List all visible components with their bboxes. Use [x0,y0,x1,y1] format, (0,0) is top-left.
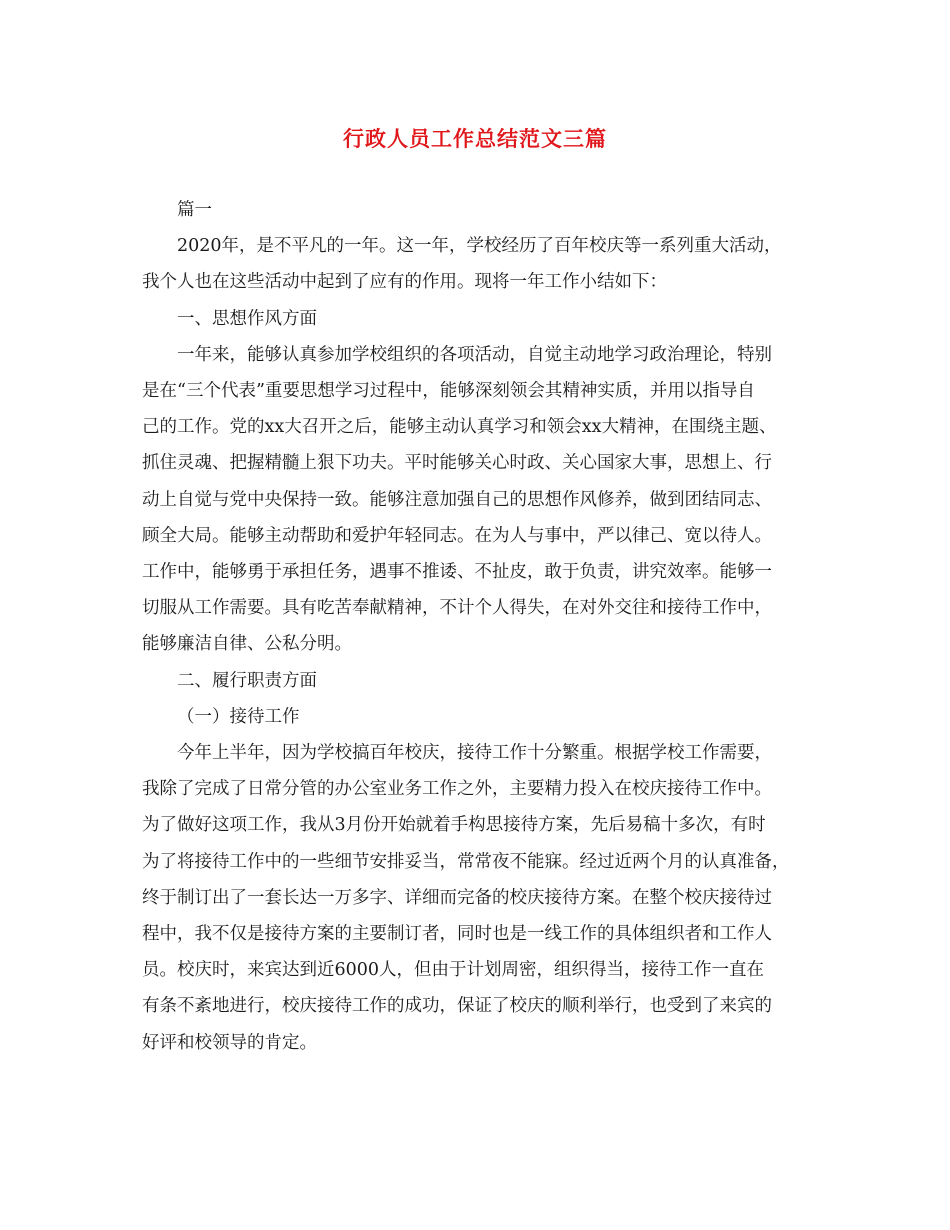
document-body [142,192,822,1061]
paragraph-thought-style [142,337,822,663]
heading-text: 二、履行职责方面 [177,670,317,691]
subheading-reception [142,699,822,735]
section-label-text: 篇一 [177,200,212,220]
paragraph-line: 我个人也在这些活动中起到了应有的作用。现将一年工作小结如下： [142,272,667,293]
heading-duties [142,663,822,699]
paragraph-line: 动上自觉与党中央保持一致。能够注意加强自己的思想作风修养，做到团结同志、 [142,489,772,510]
document-title: 行政人员工作总结范文三篇 [343,126,607,151]
paragraph-line: 能够廉洁自律、公私分明。 [142,634,352,655]
paragraph-reception [142,735,822,1061]
paragraph-line: 抓住灵魂、把握精髓上狠下功夫。平时能够关心时政、关心国家大事，思想上、行 [142,453,772,474]
paragraph-line: 顾全大局。能够主动帮助和爱护年轻同志。在为人与事中，严以律己、宽以待人。 [142,525,772,546]
paragraph-line: 员。校庆时，来宾达到近6000人，但由于计划周密，组织得当，接待工作一直在 [142,960,765,981]
paragraph-line: 我除了完成了日常分管的办公室业务工作之外，主要精力投入在校庆接待工作中。 [142,779,772,800]
paragraph-line: 工作中，能够勇于承担任务，遇事不推诿、不扯皮，敢于负责，讲究效率。能够一 [142,562,772,583]
paragraph-line: 切服从工作需要。具有吃苦奉献精神，不计个人得失，在对外交往和接待工作中， [142,598,772,619]
paragraph-line: 2020年，是不平凡的一年。这一年，学校经历了百年校庆等一系列重大活动， [177,236,782,257]
paragraph-line: 己的工作。党的xx大召开之后，能够主动认真学习和领会xx大精神，在围绕主题、 [142,417,777,438]
paragraph-line: 一年来，能够认真参加学校组织的各项活动，自觉主动地学习政治理论，特别 [177,344,772,365]
intro-paragraph [142,228,822,300]
heading-text: 一、思想作风方面 [177,308,317,329]
paragraph-line: 有条不紊地进行，校庆接待工作的成功，保证了校庆的顺利举行，也受到了来宾的 [142,996,772,1017]
section-label [142,192,822,228]
paragraph-line: 终于制订出了一套长达一万多字、详细而完备的校庆接待方案。在整个校庆接待过 [142,887,772,908]
paragraph-line: 是在“三个代表”重要思想学习过程中，能够深刻领会其精神实质，并用以指导自 [142,381,755,402]
paragraph-line: 程中，我不仅是接待方案的主要制订者，同时也是一线工作的具体组织者和工作人 [142,924,772,945]
paragraph-line: 为了做好这项工作，我从3月份开始就着手构思接待方案，先后易稿十多次，有时 [142,815,766,836]
paragraph-line: 今年上半年，因为学校搞百年校庆，接待工作十分繁重。根据学校工作需要， [177,743,772,764]
paragraph-line: 好评和校领导的肯定。 [142,1032,317,1053]
heading-thought-style [142,301,822,337]
subheading-text: （一）接待工作 [177,706,300,727]
paragraph-line: 为了将接待工作中的一些细节安排妥当，常常夜不能寐。经过近两个月的认真准备， [142,851,790,872]
